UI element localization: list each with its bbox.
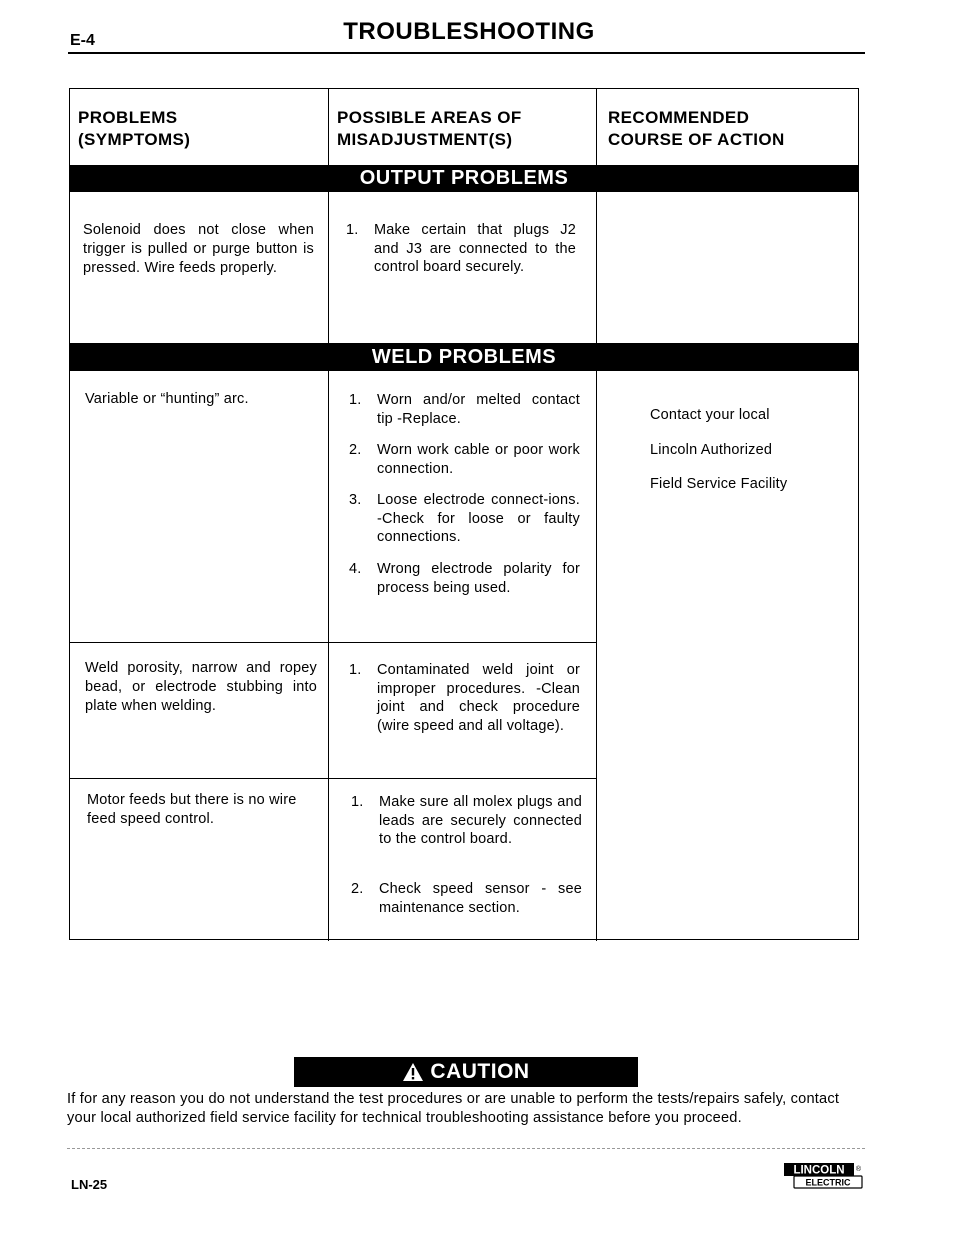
cause-number: 4. [349,561,362,577]
cause-text: Make sure all molex plugs and leads are securely connected to the control board. [379,794,582,847]
page-title: TROUBLESHOOTING [343,18,595,45]
action-line: Lincoln Authorized [650,442,773,458]
logo-text-bottom: ELECTRIC [805,1177,851,1188]
row-divider [70,778,597,779]
section-title: WELD PROBLEMS [371,346,557,368]
column-divider [596,192,597,343]
cause-item [349,661,580,735]
section-band-output [70,165,858,192]
action-line: Field Service Facility [650,476,788,492]
cause-item [351,793,582,849]
column-header-causes [337,107,522,151]
section-band-weld [70,343,858,371]
logo-mark: ® [855,1166,862,1173]
header-line: RECOMMENDED COURSE OF ACTION [608,108,785,149]
cause-text: Make certain that plugs J2 and J3 are connected to the control board securely. [374,222,576,275]
cause-item [349,391,580,428]
cause-number: 2. [351,881,364,897]
caution-banner [294,1057,638,1087]
cause-number: 1. [346,222,359,238]
action-line: Contact your local [650,407,770,423]
lincoln-electric-logo [783,1162,863,1190]
caution-label: CAUTION [430,1060,530,1083]
cause-number: 2. [349,442,362,458]
cause-number: 3. [349,492,362,508]
cause-item [349,441,580,478]
warning-triangle-icon [402,1062,424,1082]
cause-text: Contaminated weld joint or improper procedures. -Clean joint and check procedure (wire speed and all voltage). [377,662,580,734]
row-divider [70,642,597,643]
cause-item [349,491,580,547]
symptom-text: Motor feeds but there is no wire feed speed control. [87,792,297,827]
logo-text-top: LINCOLN [793,1164,845,1177]
cause-number: 1. [351,794,364,810]
cause-number: 1. [349,662,362,678]
column-divider [328,371,329,941]
cause-text: Worn and/or melted contact tip -Replace. [377,392,580,427]
column-divider [596,89,597,165]
footer-rule [67,1148,865,1149]
cause-number: 1. [349,392,362,408]
cause-text: Wrong electrode polarity for process being used. [377,561,580,596]
section-title: OUTPUT PROBLEMS [359,167,569,189]
troubleshooting-table [69,88,859,940]
document-code: LN-25 [71,1177,108,1192]
symptom-text: Solenoid does not close when trigger is pulled or purge button is pressed. Wire feeds properly. [83,222,314,276]
header-line: PROBLEMS (SYMPTOMS) [78,108,191,149]
cause-text: Loose electrode connect-ions. -Check for loose or faulty connections. [377,492,580,545]
cause-text: Worn work cable or poor work connection. [377,442,580,477]
title-rule [68,52,865,54]
column-divider [328,89,329,165]
column-divider [328,192,329,343]
column-divider [596,371,597,941]
symptom-text: Weld porosity, narrow and ropey bead, or electrode stubbing into plate when welding. [85,660,317,714]
symptom-text: Variable or “hunting” arc. [85,391,249,407]
column-header-problems [78,107,190,151]
header-line: POSSIBLE AREAS OF MISADJUSTMENT(S) [337,108,522,149]
cause-item [346,221,576,277]
column-header-action [608,107,785,151]
caution-text: If for any reason you do not understand the test procedures or are unable to perform the tests/repairs safely, contact your local authorized field service facility for technical troubleshooting assistance before you proceed. [67,1091,840,1126]
logo-graphic [783,1162,863,1190]
cause-item [349,560,580,597]
page-number: E-4 [70,32,95,49]
cause-item [351,880,582,917]
cause-text: Check speed sensor - see maintenance section. [379,881,582,916]
